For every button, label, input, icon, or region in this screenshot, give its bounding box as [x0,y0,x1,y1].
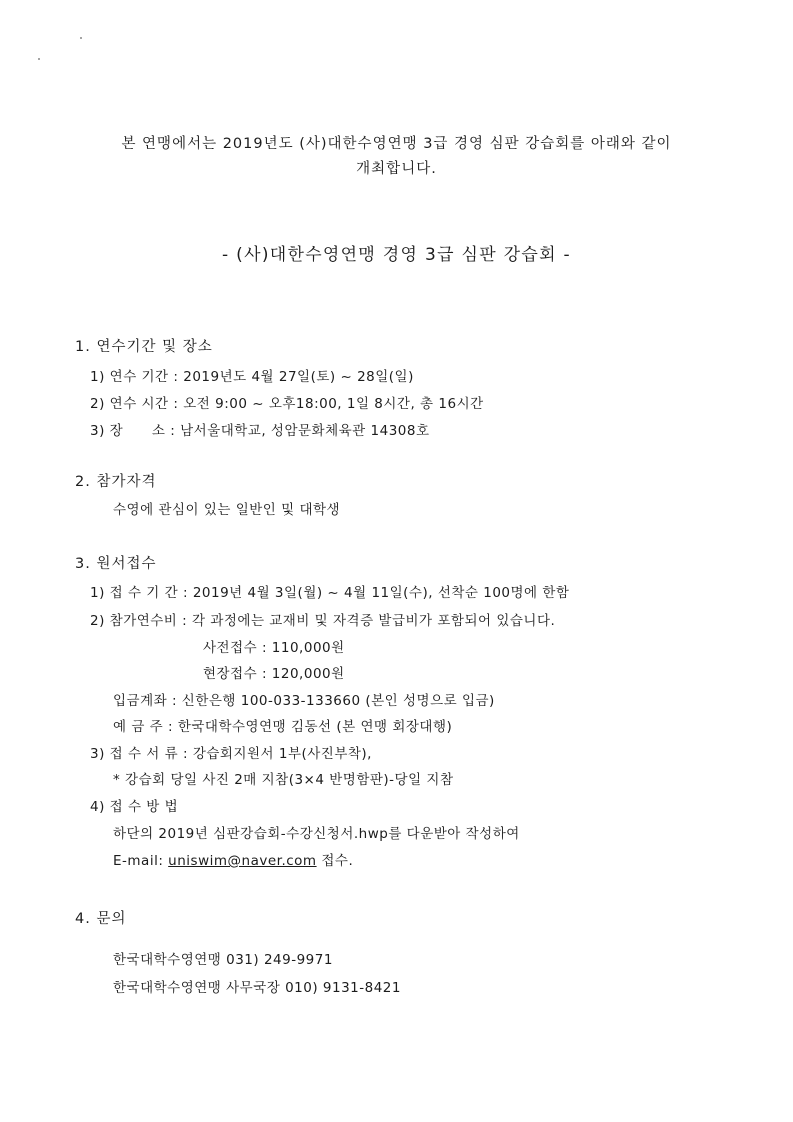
account-holder: 예 금 주 : 한국대학수영연맹 김동선 (본 연맹 회장대행) [113,719,453,735]
application-method: 4) 접 수 방 법 [90,799,179,815]
section-4-heading: 4. 문의 [75,911,127,927]
participation-fee: 2) 참가연수비 : 각 과정에는 교재비 및 자격증 발급비가 포함되어 있습니다. [90,613,556,629]
fee-pre-registration: 사전접수 : 110,000원 [203,640,345,656]
email-line [113,849,353,869]
documents-note: * 강습회 당일 사진 2매 지참(3×4 반명함판)-당일 지참 [113,772,454,788]
email-prefix: E-mail: [113,853,164,869]
section-1-item: 3) 장 소 : 남서울대학교, 성암문화체육관 14308호 [90,423,430,439]
fee-onsite-registration: 현장접수 : 120,000원 [203,666,345,682]
section-1-heading: 1. 연수기간 및 장소 [75,339,213,355]
section-3-heading: 3. 원서접수 [75,556,157,572]
intro-paragraph [60,132,733,182]
intro-line-2: 개최합니다. [356,161,437,177]
scan-speck [38,58,40,60]
section-2-heading: 2. 참가자격 [75,474,157,490]
email-link[interactable]: uniswim@naver.com [168,853,317,869]
email-suffix: 접수. [321,853,354,869]
intro-line-1: 본 연맹에서는 2019년도 (사)대한수영연맹 3급 경영 심판 강습회를 아래와 같이 [121,136,672,152]
application-method-desc: 하단의 2019년 심판강습회-수강신청서.hwp를 다운받아 작성하여 [113,826,520,842]
required-documents: 3) 접 수 서 류 : 강습회지원서 1부(사진부착), [90,746,372,762]
application-period: 1) 접 수 기 간 : 2019년 4월 3일(월) ~ 4월 11일(수), 선착순 100명에 한함 [90,585,570,601]
scan-speck [80,37,82,39]
contact-line: 한국대학수영연맹 사무국장 010) 9131-8421 [113,980,401,996]
document-title: - (사)대한수영연맹 경영 3급 심판 강습회 - [222,245,571,265]
section-1-item: 1) 연수 기간 : 2019년도 4월 27일(토) ~ 28일(일) [90,369,414,385]
section-1-item: 2) 연수 시간 : 오전 9:00 ~ 오후18:00, 1일 8시간, 총 16시간 [90,396,484,412]
bank-account: 입금계좌 : 신한은행 100-033-133660 (본인 성명으로 입금) [113,693,495,709]
contact-line: 한국대학수영연맹 031) 249-9971 [113,952,333,968]
section-2-body: 수영에 관심이 있는 일반인 및 대학생 [113,502,341,518]
